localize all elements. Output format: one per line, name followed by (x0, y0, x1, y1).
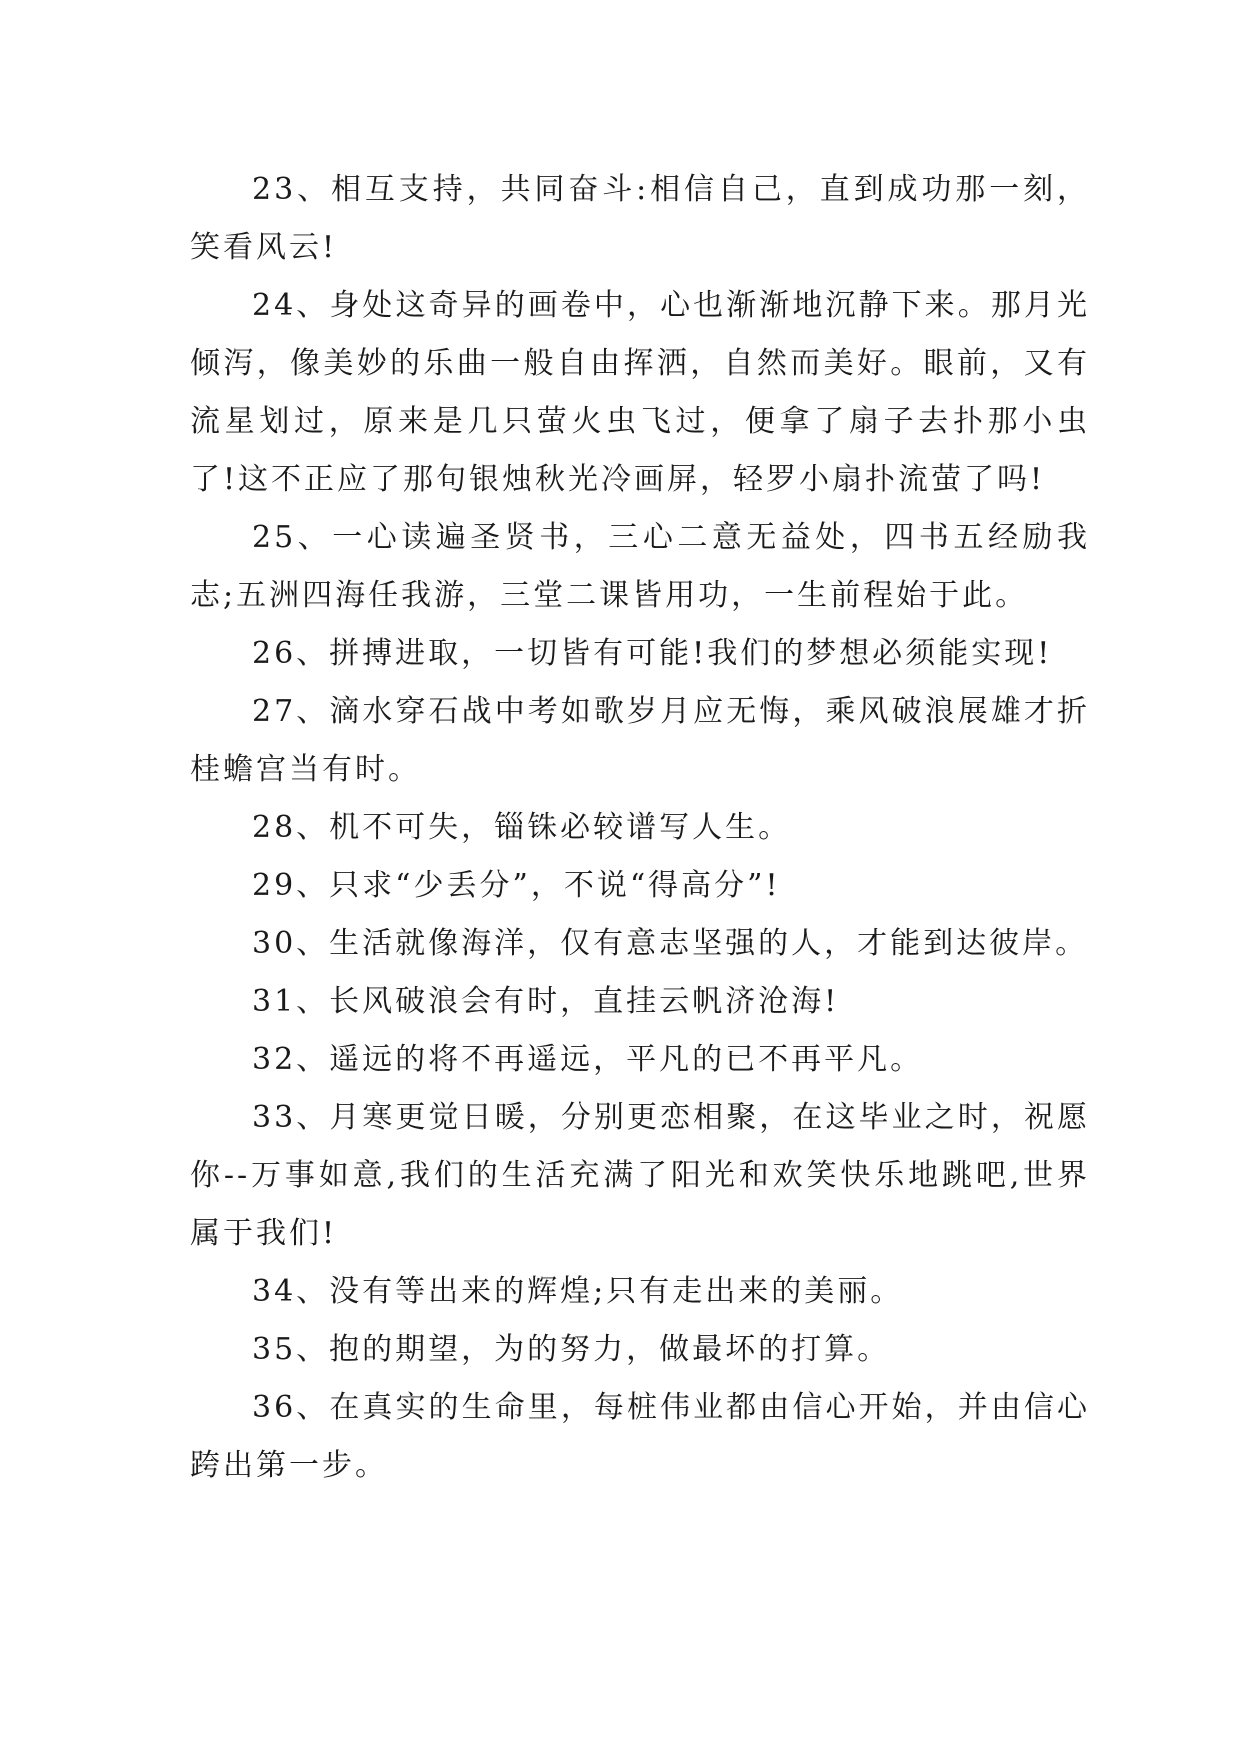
paragraph-24: 24、身处这奇异的画卷中，心也渐渐地沉静下来。那月光倾泻，像美妙的乐曲一般自由挥洒，自然而美好。眼前，又有流星划过，原来是几只萤火虫飞过，便拿了扇子去扑那小虫了!这不正应了那句银烛秋光冷画屏，轻罗小扇扑流萤了吗! (190, 288, 1090, 497)
paragraph-26: 26、拼搏进取，一切皆有可能!我们的梦想必须能实现! (252, 636, 1053, 671)
paragraph-23: 23、相互支持，共同奋斗:相信自己，直到成功那一刻，笑看风云! (190, 172, 1090, 265)
paragraph-31: 31、长风破浪会有时，直挂云帆济沧海! (252, 984, 840, 1019)
paragraph-25: 25、一心读遍圣贤书，三心二意无益处，四书五经励我志;五洲四海任我游，三堂二课皆用功，一生前程始于此。 (190, 520, 1090, 613)
paragraph-29: 29、只求“少丢分”，不说“得高分”! (252, 868, 781, 903)
paragraph-33: 33、月寒更觉日暖，分别更恋相聚，在这毕业之时，祝愿你--万事如意,我们的生活充满了阳光和欢笑快乐地跳吧,世界属于我们! (190, 1100, 1090, 1251)
paragraph-36: 36、在真实的生命里，每桩伟业都由信心开始，并由信心跨出第一步。 (190, 1390, 1090, 1483)
paragraph-28: 28、机不可失，锱铢必较谱写人生。 (252, 810, 792, 845)
paragraph-35: 35、抱的期望，为的努力，做最坏的打算。 (252, 1332, 891, 1367)
paragraph-30: 30、生活就像海洋，仅有意志坚强的人，才能到达彼岸。 (252, 926, 1089, 961)
document-body (190, 161, 1090, 1495)
paragraph-27: 27、滴水穿石战中考如歌岁月应无悔，乘风破浪展雄才折桂蟾宫当有时。 (190, 694, 1090, 787)
paragraph-34: 34、没有等出来的辉煌;只有走出来的美丽。 (252, 1274, 904, 1309)
paragraph-32: 32、遥远的将不再遥远，平凡的已不再平凡。 (252, 1042, 924, 1077)
